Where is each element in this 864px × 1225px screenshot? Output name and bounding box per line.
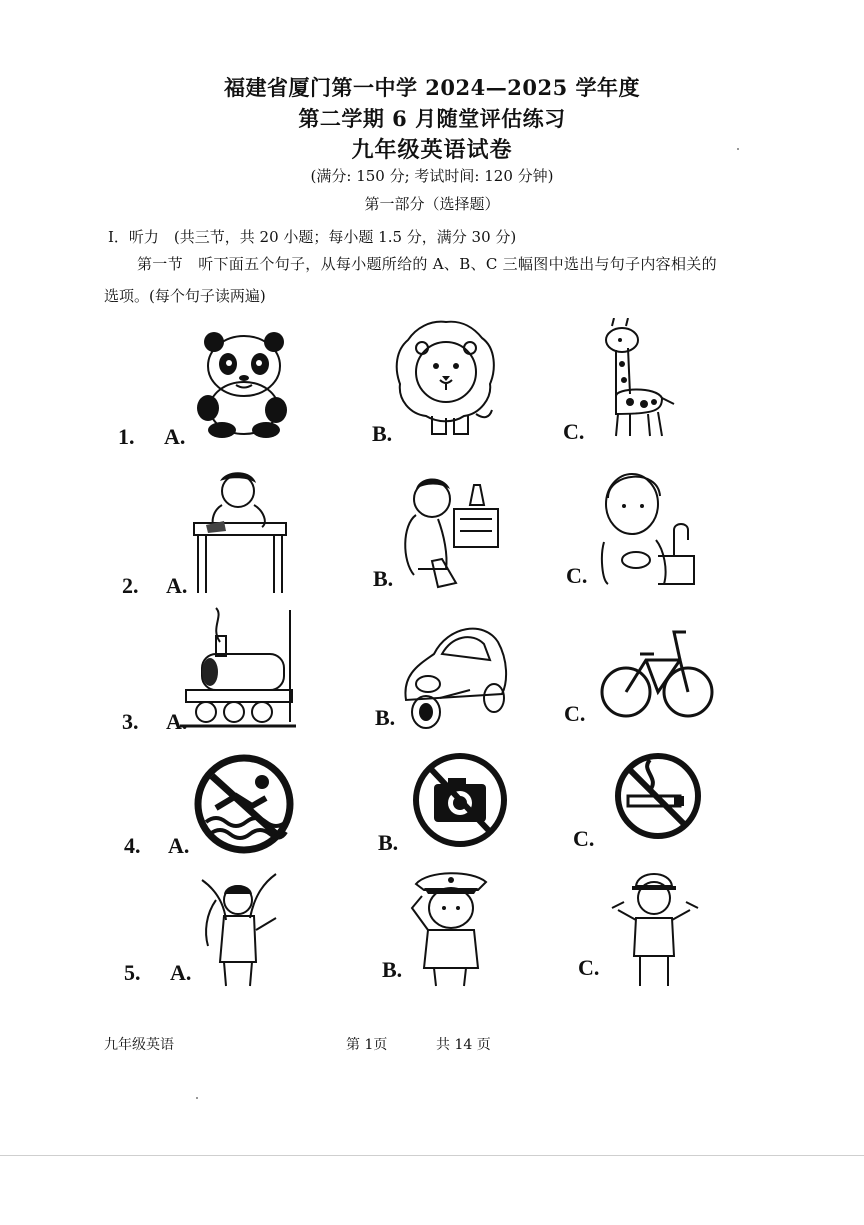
scan-speck xyxy=(737,148,739,150)
scan-speck xyxy=(196,1097,198,1099)
option-label: C. xyxy=(564,701,586,726)
pilot-icon xyxy=(196,870,280,988)
option-label: C. xyxy=(563,419,585,444)
instruction-line-1: 第一节 听下面五个句子，从每小题所给的 A、B、C 三幅图中选出与句子内容相关的 xyxy=(137,255,717,273)
option-label: A. xyxy=(170,960,192,985)
option-label: B. xyxy=(373,566,394,591)
listening-section-heading: I．听力 (共三节，共 20 小题；每小题 1.5 分，满分 30 分) xyxy=(108,228,517,246)
option-label: A. xyxy=(166,709,188,734)
police-officer-icon xyxy=(408,868,494,988)
option-label: B. xyxy=(372,421,393,446)
term-title: 第二学期 6 月随堂评估练习 xyxy=(298,106,566,131)
boy-sweeping-floor-icon xyxy=(398,465,500,591)
question-number: 2. xyxy=(122,573,139,598)
worker-icon xyxy=(608,864,702,990)
question-number: 1. xyxy=(118,424,135,449)
footer-page-number: 第 1页 xyxy=(346,1037,388,1053)
school-title: 福建省厦门第一中学 2024—2025 学年度 xyxy=(223,75,640,100)
option-label: B. xyxy=(378,830,399,855)
no-smoking-sign-icon xyxy=(612,742,704,850)
train-icon xyxy=(180,606,296,732)
part-title: 第一部分（选择题） xyxy=(364,195,500,213)
boy-washing-dishes-icon xyxy=(598,460,696,586)
option-label: A. xyxy=(168,833,190,858)
question-number: 3. xyxy=(122,709,139,734)
no-photos-sign-icon xyxy=(410,748,510,852)
giraffe-icon xyxy=(596,318,680,440)
option-label: C. xyxy=(578,955,600,980)
score-time-note: (满分: 150 分; 考试时间: 120 分钟) xyxy=(310,167,554,185)
exam-title: 九年级英语试卷 xyxy=(351,137,513,163)
car-icon xyxy=(400,620,510,730)
boy-wiping-desk-icon xyxy=(192,465,288,595)
footer-total-pages: 共 14 页 xyxy=(436,1037,491,1053)
instruction-line-2: 选项。(每个句子读两遍) xyxy=(104,287,266,305)
lion-icon xyxy=(392,318,500,438)
option-label: C. xyxy=(573,826,595,851)
scan-edge-line xyxy=(0,1155,864,1156)
footer-subject: 九年级英语 xyxy=(104,1037,174,1053)
bicycle-icon xyxy=(600,624,714,724)
question-number: 5. xyxy=(124,960,141,985)
option-label: B. xyxy=(382,957,403,982)
question-number: 4. xyxy=(124,833,141,858)
option-label: A. xyxy=(166,573,188,598)
option-label: A. xyxy=(164,424,186,449)
panda-icon xyxy=(192,330,292,438)
option-label: C. xyxy=(566,563,588,588)
option-label: B. xyxy=(375,705,396,730)
no-swimming-sign-icon xyxy=(192,752,296,856)
